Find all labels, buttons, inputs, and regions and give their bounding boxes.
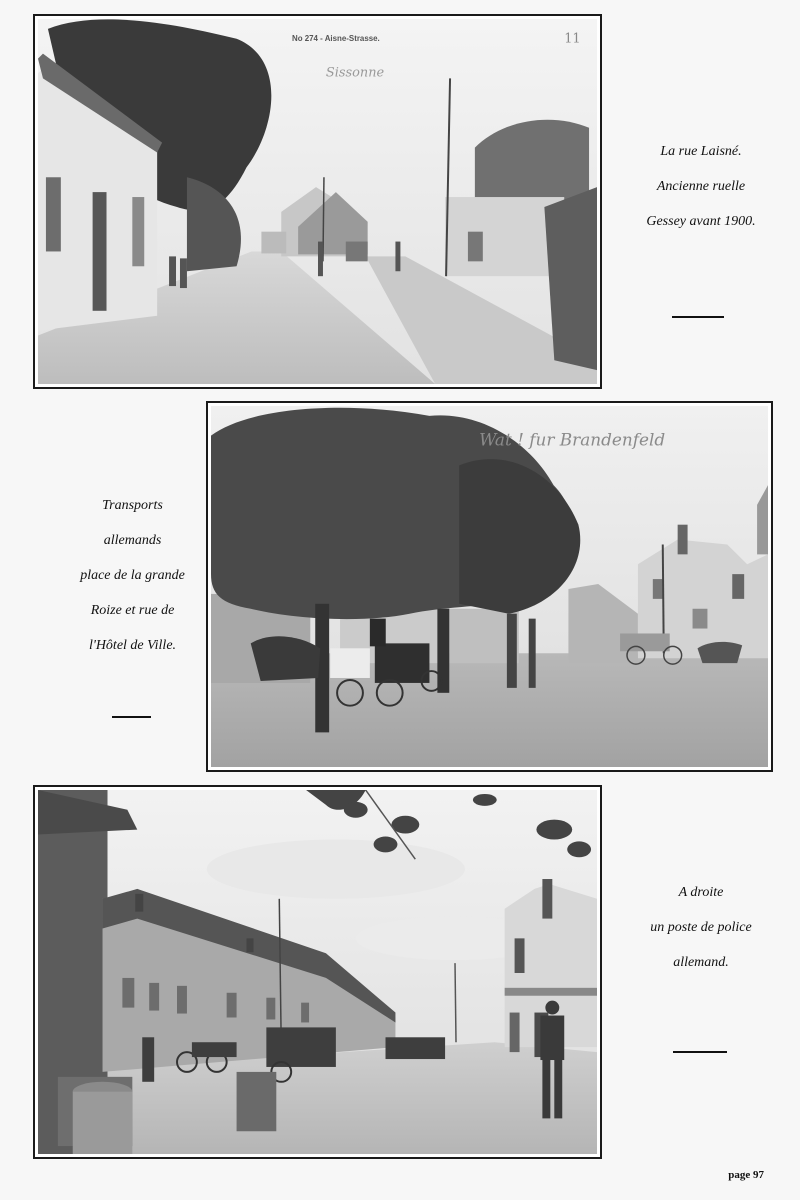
caption-rue-laisne	[602, 134, 800, 239]
caption-line: place de la grande	[80, 568, 185, 583]
photo-place-grande-roize	[206, 401, 773, 772]
corner-mark: 11	[564, 31, 581, 47]
postcard-printed-title: No 274 - Aisne-Strasse.	[291, 33, 380, 43]
caption-line: allemands	[103, 533, 162, 548]
caption-line: l'Hôtel de Ville.	[88, 638, 177, 653]
handwritten-note: Sissonne	[325, 65, 385, 81]
photo-rue-laisne-image	[38, 19, 597, 384]
caption-line: un poste de police	[650, 920, 752, 935]
caption-line: A droite	[678, 885, 724, 900]
photo-poste-de-police	[33, 785, 602, 1159]
handwritten-note: Wat ! fur Brandenfeld	[479, 429, 666, 450]
caption-rule	[112, 716, 151, 718]
caption-line: Roize et rue de	[90, 603, 175, 618]
page-number: page 97	[728, 1169, 764, 1181]
caption-line: allemand.	[673, 955, 729, 970]
caption-line: Gessey avant 1900.	[646, 214, 756, 229]
caption-line: Ancienne ruelle	[656, 179, 746, 194]
photo-rue-laisne	[33, 14, 602, 389]
photo-poste-de-police-image	[38, 790, 597, 1154]
photo-place-grande-roize-image	[211, 406, 768, 767]
caption-transports-allemands	[50, 488, 215, 663]
caption-rule	[673, 1051, 727, 1053]
caption-line: Transports	[102, 498, 163, 513]
caption-line: La rue Laisné.	[660, 144, 742, 159]
caption-poste-de-police	[602, 875, 800, 980]
caption-rule	[672, 316, 724, 318]
